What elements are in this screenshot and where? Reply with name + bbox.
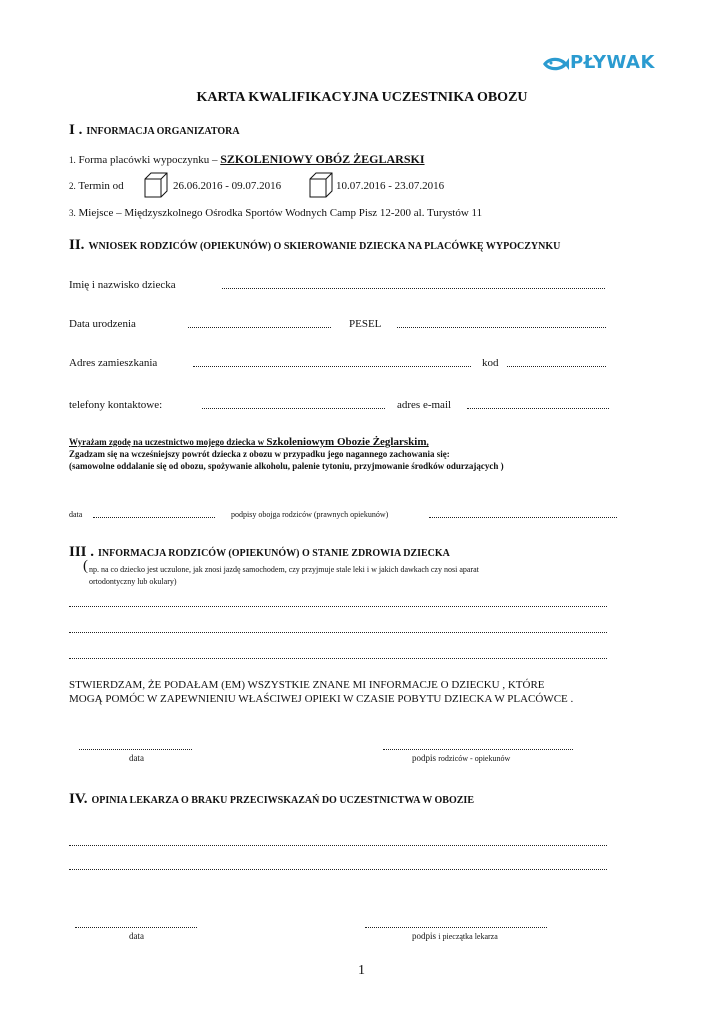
statement-line-1: STWIERDZAM, ŻE PODAŁAM (EM) WSZYSTKIE ZNANE MI INFORMACJE O DZIECKU , KTÓRE: [69, 679, 545, 691]
row-number: 2.: [69, 181, 76, 191]
section-2-heading: [69, 236, 560, 254]
address-label: Adres zamieszkania: [69, 357, 158, 369]
section-2-title: WNIOSEK RODZICÓW (OPIEKUNÓW) O SKIEROWANIE DZIECKA NA PLACÓWKĘ WYPOCZYNKU: [88, 241, 561, 252]
health-signature-label: [412, 753, 510, 763]
parents-signature-field[interactable]: [429, 517, 617, 518]
row-number: 3.: [69, 208, 76, 218]
term-row: [69, 180, 124, 192]
health-info-line-1[interactable]: [69, 606, 607, 607]
consent-line-3: (samowolne oddalanie się od obozu, spożywanie alkoholu, palenie tytoniu, przyjmowanie środków odurzających ): [69, 461, 504, 471]
consent-suffix: ,: [426, 437, 429, 447]
pesel-label: PESEL: [349, 318, 382, 330]
signature-prefix: podpis: [412, 931, 437, 941]
phones-field[interactable]: [202, 408, 385, 409]
section-4-title: OPINIA LEKARZA O BRAKU PRZECIWSKAZAŃ DO UCZESTNICTWA W OBOZIE: [91, 795, 474, 806]
signature-suffix: rodziców - opiekunów: [438, 754, 511, 763]
phones-label: telefony kontaktowe:: [69, 399, 163, 411]
child-name-label: Imię i nazwisko dziecka: [69, 279, 176, 291]
doctor-signature-label: [412, 931, 498, 941]
page-number: 1: [358, 963, 365, 978]
row-number: 1.: [69, 155, 76, 165]
location-row: [69, 207, 482, 219]
section-1-title: INFORMACJA ORGANIZATORA: [86, 126, 240, 137]
term-2-dates: 10.07.2016 - 23.07.2016: [336, 180, 445, 192]
doctor-opinion-line-2[interactable]: [69, 869, 607, 870]
logo-fish-icon: [540, 53, 570, 75]
section-4-heading: [69, 790, 474, 808]
logo-text: PŁYWAK: [570, 52, 655, 73]
location-text: Miejsce – Międzyszkolnego Ośrodka Sportów Wodnych Camp Pisz 12-200 al. Turystów 11: [78, 207, 483, 219]
term-label: Termin od: [78, 180, 124, 192]
doctor-date-field[interactable]: [75, 927, 197, 928]
postal-code-field[interactable]: [507, 366, 606, 367]
statement-line-2: MOGĄ POMÓC W ZAPEWNIENIU WŁAŚCIWEJ OPIEKI W CZASIE POBYTU DZIECKA W PLACÓWCE .: [69, 693, 574, 705]
term-1-dates: 26.06.2016 - 09.07.2016: [173, 180, 282, 192]
page-title: KARTA KWALIFIKACYJNA UCZESTNIKA OBOZU: [196, 90, 528, 105]
health-info-line-2[interactable]: [69, 632, 607, 633]
section-2-number: II.: [69, 237, 85, 253]
section-3-heading: [69, 543, 450, 561]
section-4-number: IV.: [69, 791, 88, 807]
section-3-number: III .: [69, 544, 95, 560]
health-date-label: data: [129, 753, 144, 763]
email-field[interactable]: [467, 408, 609, 409]
signature-suffix: i pieczątka lekarza: [438, 932, 498, 941]
camp-form-row: [69, 152, 425, 167]
child-name-field[interactable]: [222, 288, 605, 289]
signature-prefix: podpis: [412, 753, 437, 763]
pesel-field[interactable]: [397, 327, 606, 328]
section-1-heading: [69, 121, 240, 139]
health-note-paren: (: [83, 558, 88, 574]
health-note-line-2: ortodontyczny lub okulary): [89, 577, 177, 586]
consent-date-field[interactable]: [93, 517, 215, 518]
health-info-line-3[interactable]: [69, 658, 607, 659]
consent-line-2: Zgadzam się na wcześniejszy powrót dziecka z obozu w przypadku jego nagannego zachowania się:: [69, 449, 450, 459]
parents-signature-label: podpisy obojga rodziców (prawnych opiekunów): [231, 510, 389, 519]
doctor-date-label: data: [129, 931, 144, 941]
email-label: adres e-mail: [397, 399, 452, 411]
consent-line-1: [69, 436, 429, 448]
consent-prefix: Wyrażam zgodę na uczestnictwo mojego dziecka w: [69, 437, 265, 447]
consent-camp-name: Szkoleniowym Obozie Żeglarskim: [266, 436, 427, 448]
birth-date-label: Data urodzenia: [69, 318, 136, 330]
camp-form-label: Forma placówki wypoczynku –: [78, 154, 218, 166]
doctor-signature-field[interactable]: [365, 927, 547, 928]
section-1-number: I .: [69, 122, 83, 138]
consent-date-label: data: [69, 510, 83, 519]
doctor-opinion-line-1[interactable]: [69, 845, 607, 846]
health-signature-field[interactable]: [383, 749, 573, 750]
section-3-title: INFORMACJA RODZICÓW (OPIEKUNÓW) O STANIE ZDROWIA DZIECKA: [98, 548, 450, 559]
address-field[interactable]: [193, 366, 471, 367]
postal-code-label: kod: [482, 357, 499, 369]
term-2-checkbox[interactable]: [309, 172, 333, 198]
term-1-checkbox[interactable]: [144, 172, 168, 198]
health-note-line-1: np. na co dziecko jest uczulone, jak znosi jazdę samochodem, czy przyjmuje stale leki i w jakich dawkach czy nosi aparat: [89, 565, 479, 574]
health-date-field[interactable]: [79, 749, 192, 750]
birth-date-field[interactable]: [188, 327, 331, 328]
camp-form-value: SZKOLENIOWY OBÓZ ŻEGLARSKI: [220, 152, 425, 166]
